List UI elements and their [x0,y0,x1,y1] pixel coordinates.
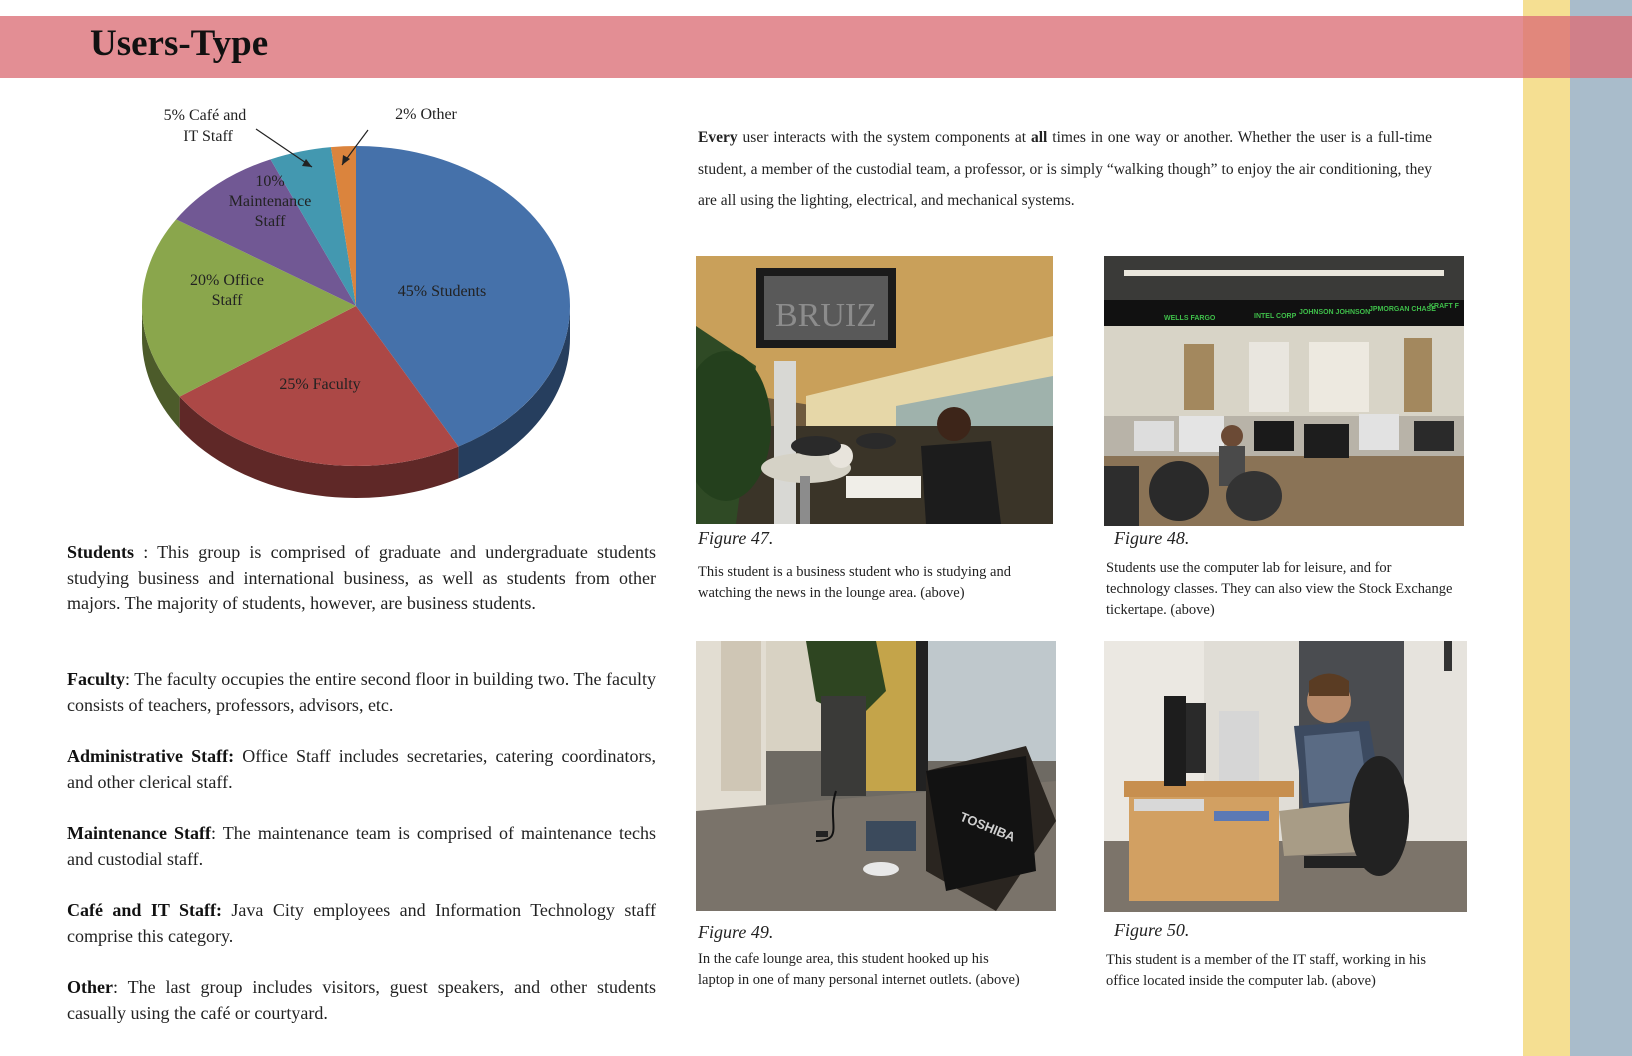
label-office-2: Staff [211,292,243,309]
desc-separator [222,900,231,920]
intro-paragraph [698,122,1432,217]
desc-term: Café and IT Staff: [67,900,222,920]
desc-cafe-it-staff [67,898,656,949]
page-title: Users-Type [90,23,269,64]
label-maint-3: Staff [254,213,286,230]
intro-emphasis: Every [698,129,738,146]
desc-term: Maintenance Staff [67,823,212,843]
photo-figure-50 [1104,641,1467,912]
user-type-pie-chart [140,100,610,525]
photo-figure-48 [1104,256,1464,526]
desc-students [67,540,656,617]
desc-term: Faculty [67,669,125,689]
desc-separator: : [112,977,128,997]
desc-text: The faculty occupies the entire second floor in building two. The faculty consists of teachers, professors, advisors, etc. [67,669,656,715]
desc-other [67,975,656,1026]
desc-faculty [67,667,656,718]
tv-screen-text: BRUIZ [775,297,877,334]
label-faculty: 25% Faculty [279,376,361,393]
figure-47-title: Figure 47. [698,528,774,548]
intro-text: user interacts with the system components at [737,129,1031,146]
desc-text: Java City employees and Information Technology staff comprise this category. [67,900,656,946]
decorative-band-blue [1570,0,1632,1056]
ticker-text: INTEL CORP [1254,313,1297,320]
figure-47-caption: This student is a business student who is studying and watching the news in the lounge area. (above) [698,564,1011,601]
intro-emphasis: all [1030,129,1048,146]
label-maint-2: Maintenance [228,193,312,210]
desc-term: Students [67,542,135,562]
intro-text: times in one way or another. Whether the user is a full-time student, a member of the custodial team, a professor, or is simply “walking though” to enjoy the air conditioning, they are all using the lighting, electrical, and mechanical systems. [698,129,1432,209]
label-office-1: 20% Office [190,272,264,289]
desc-text: The maintenance team is comprised of maintenance techs and custodial staff. [67,823,656,869]
label-students: 45% Students [397,283,487,300]
pie-chart-svg [140,100,610,525]
label-maint-1: 10% [255,173,285,190]
desc-term: Other [67,977,113,997]
desc-text: Office Staff includes secretaries, catering coordinators, and other clerical staff. [67,746,657,792]
label-cafe-2: IT Staff [183,128,233,145]
figure-50-caption: This student is a member of the IT staff, working in his office located inside the computer lab. (above) [1106,952,1427,989]
figure-48-caption: Students use the computer lab for leisure, and for technology classes. They can also view the Stock Exchange tickertape. (above) [1106,560,1453,618]
figure-48-title: Figure 48. [1114,528,1190,548]
desc-maintenance-staff [67,821,656,872]
desc-separator: : [134,542,158,562]
figure-49-caption: In the cafe lounge area, this student hooked up his laptop in one of many personal internet outlets. (above) [698,951,1020,988]
desc-text: The last group includes visitors, guest speakers, and other students casually using the café or courtyard. [67,977,656,1023]
desc-admin-staff [67,744,656,795]
ticker-text: KRAFT F [1429,303,1459,310]
label-cafe-1: 5% Café and [163,107,247,124]
ticker-text: JPMORGAN CHASE [1369,306,1436,313]
desc-separator: : [211,823,223,843]
laptop-brand-text: TOSHIBA [957,808,1018,845]
desc-separator: : [125,669,135,689]
ticker-text: WELLS FARGO [1164,315,1216,322]
photo-figure-49 [696,641,1056,911]
ticker-text: JOHNSON JOHNSON [1299,309,1371,316]
photo-figure-47 [696,256,1053,524]
figure-49-title: Figure 49. [698,922,774,942]
figure-50-title: Figure 50. [1114,920,1190,940]
page-header [0,16,1632,78]
decorative-band-yellow [1523,0,1570,1056]
desc-term: Administrative Staff: [67,746,235,766]
desc-text: This group is comprised of graduate and undergraduate students studying business and international business, as well as students from other majors. The majority of students, however, are business students. [67,542,656,613]
label-other: 2% Other [395,106,457,123]
